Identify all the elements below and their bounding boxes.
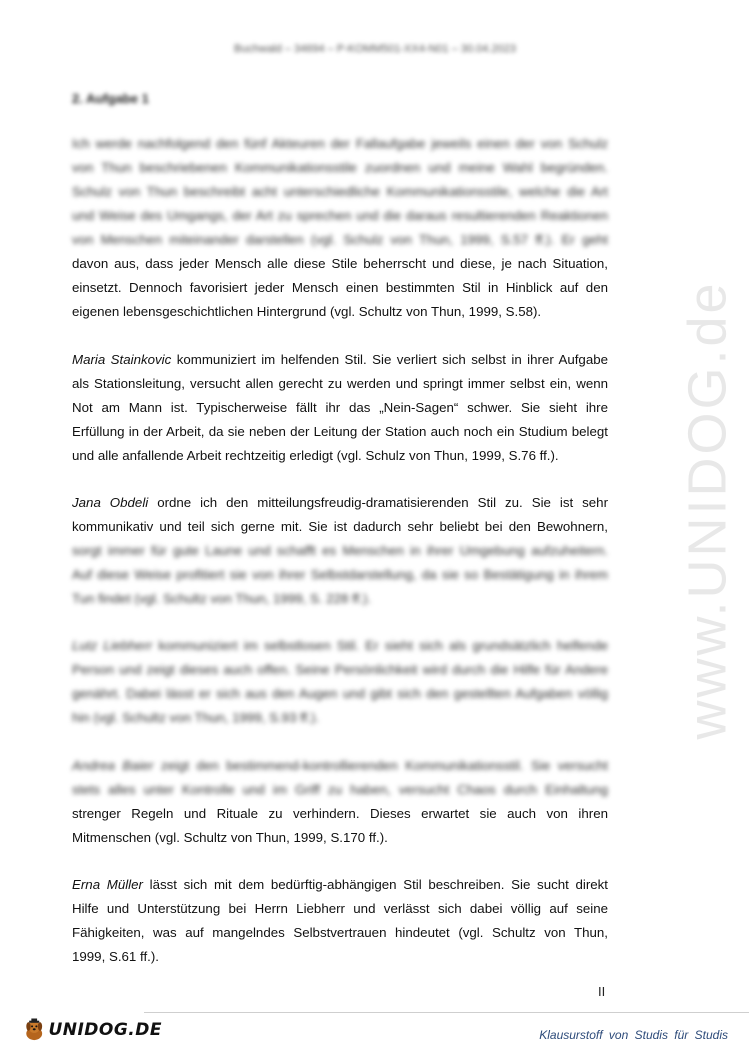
text-line: und Weise des Umgangs, der Art zu sprechen und die daraus resultierenden Reaktionen: [72, 208, 608, 223]
text-line: [72, 873, 608, 897]
page-number: II: [598, 984, 606, 999]
text-line: [72, 491, 608, 515]
text-fragment: lässt sich mit dem bedürftig-abhängigen Stil beschreiben. Sie sucht direkt: [142, 877, 609, 892]
text-line: genährt. Dabei lässt er sich aus den Augen und gibt sich den gestellten Aufgaben völlig: [72, 686, 608, 701]
paragraph-maria: [72, 348, 608, 468]
text-line: [72, 754, 608, 778]
text-line: sorgt immer für gute Laune und schafft es Menschen in ihrer Umgebung aufzuheitern.: [72, 543, 608, 558]
text-line: 1999, S.61 ff.).: [72, 949, 159, 964]
text-line: als Stationsleitung, versucht allen gerecht zu werden und springt immer selbst ein, wenn: [72, 376, 608, 391]
person-name: Jana Obdeli: [72, 495, 149, 510]
watermark: [648, 260, 750, 760]
text-line: von Menschen miteinander darstellen (vgl. Schulz von Thun, 1999, S.57 ff.). Er geht: [72, 232, 608, 247]
text-fragment: ordne ich den mitteilungsfreudig-dramatisierenden Stil zu. Sie ist sehr: [148, 495, 608, 510]
footer-tagline: Klausurstoff von Studis für Studis: [539, 1028, 728, 1042]
paragraph-lutz: [72, 634, 608, 730]
text-line: [72, 634, 608, 658]
paragraph-erna: [72, 873, 608, 969]
paragraph-andrea: [72, 754, 608, 850]
text-line: [72, 348, 608, 372]
paragraph-intro: [72, 132, 608, 324]
text-fragment: kommuniziert im selbstlosen Stil. Er sieht sich als grundsätzlich helfende: [152, 638, 608, 653]
text-line: Mitmenschen (vgl. Schultz von Thun, 1999, S.170 ff.).: [72, 830, 388, 845]
text-line: einsetzt. Dennoch favorisiert jeder Mensch einen bestimmten Stil in Hinblick auf den: [72, 280, 608, 295]
text-line: Not am Mann ist. Typischerweise fällt ihr das „Nein-Sagen“ schwer. Sie sieht ihre: [72, 400, 608, 415]
person-name: Maria Stainkovic: [72, 352, 172, 367]
text-line: kommunikativ und teil sich gerne mit. Sie ist dadurch sehr beliebt bei den Bewohnern,: [72, 519, 608, 534]
footer-divider: [144, 1012, 749, 1013]
text-line: eigenen lebensgeschichtlichen Hintergrund (vgl. Schultz von Thun, 1999, S.58).: [72, 304, 542, 319]
text-line: Erfüllung in der Arbeit, da sie neben der Leitung der Station auch noch ein Studium belegt: [72, 424, 608, 439]
dog-mascot-icon: [22, 1013, 46, 1047]
text-line: und alle anfallende Arbeit rechtzeitig erledigt (vgl. Schulz von Thun, 1999, S.76 ff.).: [72, 448, 559, 463]
text-line: Tun findet (vgl. Schultz von Thun, 1999, S. 228 ff.).: [72, 591, 372, 606]
section-heading: 2. Aufgabe 1: [72, 91, 149, 106]
person-name: Andrea Baier: [72, 758, 154, 773]
text-line: Hilfe und Unterstützung bei Herrn Liebherr und verlässt sich dabei völlig auf seine: [72, 901, 608, 916]
text-line: Auf diese Weise profitiert sie von ihrer Selbstdarstellung, da sie so Bestätigung in ihrem: [72, 567, 608, 582]
text-line: Schulz von Thun beschreibt acht unterschiedliche Kommunikationsstile, welche die Art: [72, 184, 608, 199]
logo-text: UNIDOG.DE: [48, 1020, 162, 1040]
text-line: strenger Regeln und Rituale zu verhindern. Dieses erwartet sie auch von ihren: [72, 806, 608, 821]
paragraph-jana: [72, 491, 608, 611]
text-line: Person und zeigt dieses auch offen. Seine Persönlichkeit wird durch die Hilfe für Andere: [72, 662, 608, 677]
text-line: stets alles unter Kontrolle und im Griff zu haben, versucht Chaos durch Einhaltung: [72, 782, 608, 797]
person-name: Erna Müller: [72, 877, 143, 892]
watermark-text: www.UNIDOG.de: [678, 280, 738, 740]
unidog-logo: [22, 1010, 162, 1050]
person-name: Lutz Liebherr: [72, 638, 153, 653]
text-line: Ich werde nachfolgend den fünf Akteuren der Fallaufgabe jeweils einen der von Schulz: [72, 136, 608, 151]
text-line: Fähigkeiten, was auf mangelndes Selbstvertrauen hindeutet (vgl. Schultz von Thun,: [72, 925, 608, 940]
text-fragment: zeigt den bestimmend-kontrollierenden Kommunikationsstil. Sie versucht: [153, 758, 608, 773]
page-header: Buchwald – 34694 – P-KOMM501-XX4-N01 – 30.04.2023: [234, 43, 516, 55]
text-line: von Thun beschriebenen Kommunikationsstile zuordnen und meine Wahl begründen.: [72, 160, 608, 175]
text-line: davon aus, dass jeder Mensch alle diese Stile beherrscht und diese, je nach Situation,: [72, 256, 608, 271]
text-fragment: kommuniziert im helfenden Stil. Sie verliert sich selbst in ihrer Aufgabe: [171, 352, 609, 367]
text-line: hin (vgl. Schultz von Thun, 1999, S.93 ff.).: [72, 710, 320, 725]
